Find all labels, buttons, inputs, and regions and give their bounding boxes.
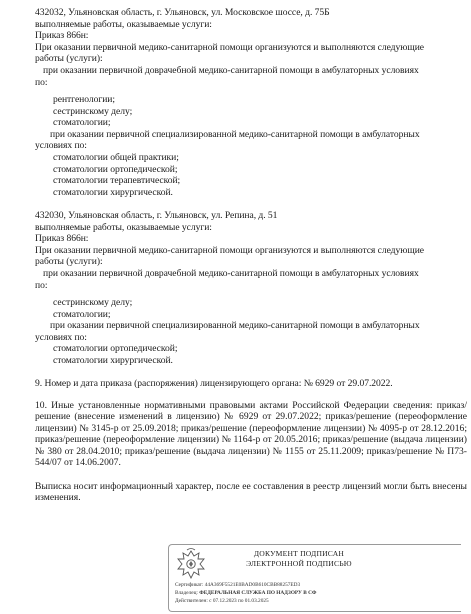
- works-label-1: выполняемые работы, оказываемые услуги:: [35, 18, 212, 30]
- intro-line-2b: работы (услуги):: [35, 256, 103, 268]
- stamp-title-line-2: ЭЛЕКТРОННОЙ ПОДПИСЬЮ: [246, 558, 352, 568]
- order-label-1: Приказ 866н:: [35, 30, 89, 42]
- address-1: 432032, Ульяновская область, г. Ульяновск, ул. Московское шоссе, д. 75Б: [35, 7, 330, 18]
- list-item: стоматологии хирургической.: [53, 186, 173, 198]
- list-item: стоматологии;: [53, 117, 111, 129]
- section-a-line-2a: при оказании первичной доврачебной медико-санитарной помощи в амбулаторных условиях: [43, 268, 419, 279]
- order-label-2: Приказ 866н:: [35, 233, 89, 245]
- list-item: стоматологии общей практики;: [53, 152, 179, 163]
- disclaimer-paragraph: Выписка носит информационный характер, после ее составления в реестр лицензий могли быть внесены изменения.: [35, 481, 467, 504]
- section-b-line-2a: при оказании первичной специализированной медико-санитарной помощи в амбулаторных: [50, 320, 420, 332]
- owner-label: Владелец:: [175, 590, 198, 596]
- other-info-paragraph: 10. Иные установленные нормативными правовыми актами Российской Федерации сведения: приказ/решение (внесение изменений в лицензию) № 6929 от 29.07.2022; приказ/решение (переоформление лицензии) № 3145-р от 25.09.2018; приказ/решение (переоформление лицензии) № 4095-р от 28.12.2016; приказ/решение (переоформление лицензии) № 1164-р от 20.05.2016; приказ/решение (выдача лицензии) № 380 от 28.04.2010; приказ/решение (выдача лицензии) № 1155 от 25.11.2009; приказ/решение № П73-544/07 от 14.06.2007.: [35, 400, 467, 469]
- section-b-line-1a: при оказании первичной специализированной медико-санитарной помощи в амбулаторных: [50, 128, 420, 140]
- certificate-validity: Действителен: с 07.12.2023 по 01.03.2025: [175, 598, 269, 604]
- section-a-line-1a: при оказании первичной доврачебной медико-санитарной помощи в амбулаторных условиях: [43, 65, 419, 76]
- section-b-line-2b: условиях по:: [35, 331, 87, 343]
- certificate-number: Сертификат: 44A369F5521E0BAD0B610CBB88257ED3: [175, 582, 301, 588]
- coat-of-arms-icon: [175, 547, 207, 581]
- section-a-line-1b: по:: [35, 76, 48, 88]
- list-item: сестринскому делу;: [53, 105, 133, 117]
- license-order-number: 9. Номер и дата приказа (распоряжения) лицензирующего органа: № 6929 от 29.07.2022.: [35, 378, 393, 389]
- address-2: 432030, Ульяновская область, г. Ульяновск, ул. Репина, д. 51: [35, 210, 278, 221]
- section-a-line-2b: по:: [35, 279, 48, 291]
- intro-line-1b: работы (услуги):: [35, 53, 103, 65]
- list-item: стоматологии терапевтической;: [53, 175, 181, 187]
- list-item: стоматологии хирургической.: [53, 355, 173, 366]
- stamp-title-line-1: ДОКУМЕНТ ПОДПИСАН: [253, 549, 345, 558]
- list-item: стоматологии ортопедической;: [53, 343, 178, 355]
- stamp-title: [215, 549, 383, 568]
- intro-line-2a: При оказании первичной медико-санитарной помощи организуются и выполняются следующие: [35, 244, 424, 256]
- intro-line-1a: При оказании первичной медико-санитарной помощи организуются и выполняются следующие: [35, 41, 424, 53]
- list-item: рентгенологии;: [53, 94, 116, 105]
- section-b-line-1b: условиях по:: [35, 140, 87, 152]
- owner-name: ФЕДЕРАЛЬНАЯ СЛУЖБА ПО НАДЗОРУ В СФ: [199, 590, 317, 596]
- list-item: стоматологии;: [53, 308, 111, 320]
- works-label-2: выполняемые работы, оказываемые услуги:: [35, 221, 212, 233]
- e-signature-stamp: [168, 544, 461, 612]
- list-item: сестринскому делу;: [53, 297, 133, 308]
- certificate-owner: [175, 590, 316, 597]
- list-item: стоматологии ортопедической;: [53, 163, 178, 175]
